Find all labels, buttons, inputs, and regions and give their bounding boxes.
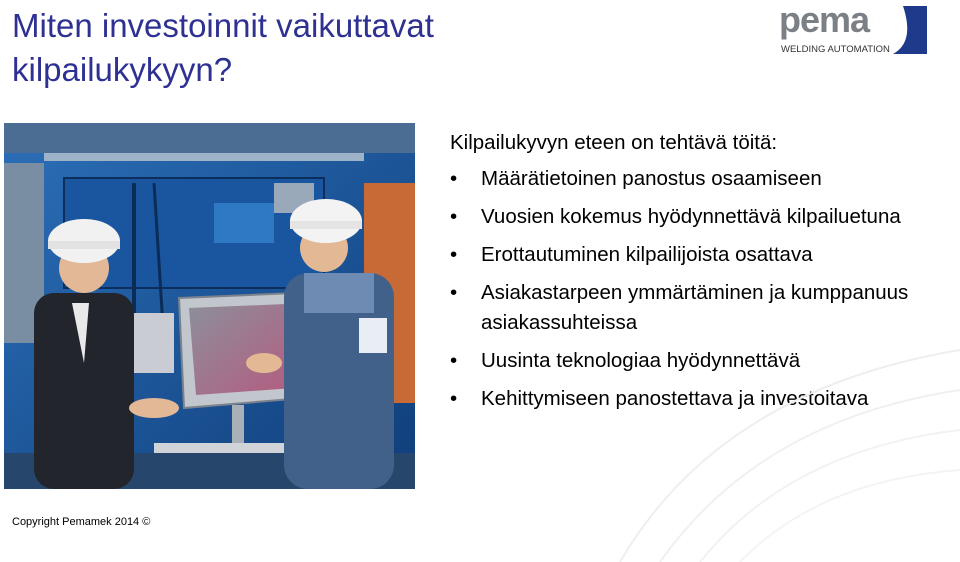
intro-text: Kilpailukyvyn eteen on tehtävä töitä: <box>450 131 778 154</box>
bullet-item: • Kehittymiseen panostettava ja investoitava <box>450 384 920 414</box>
svg-text:pema: pema <box>779 2 870 40</box>
bullet-item: • Uusinta teknologiaa hyödynnettävä <box>450 346 920 376</box>
bullet-item: • Määrätietoinen panostus osaamiseen <box>450 164 920 194</box>
decorative-curves <box>600 330 960 562</box>
pema-logo <box>775 2 930 58</box>
bullet-item: • Vuosien kokemus hyödynnettävä kilpailuetuna <box>450 202 920 232</box>
factory-photo <box>4 123 415 489</box>
svg-text:WELDING AUTOMATION: WELDING AUTOMATION <box>781 44 890 55</box>
slide-title: Miten investoinnit vaikuttavat kilpailukykyyn? <box>12 7 434 88</box>
bullet-item: • Erottautuminen kilpailijoista osattava <box>450 240 920 270</box>
copyright-footer: Copyright Pemamek 2014 © <box>12 516 151 528</box>
bullet-item: • Asiakastarpeen ymmärtäminen ja kumppanuus asiakassuhteissa <box>450 278 920 338</box>
